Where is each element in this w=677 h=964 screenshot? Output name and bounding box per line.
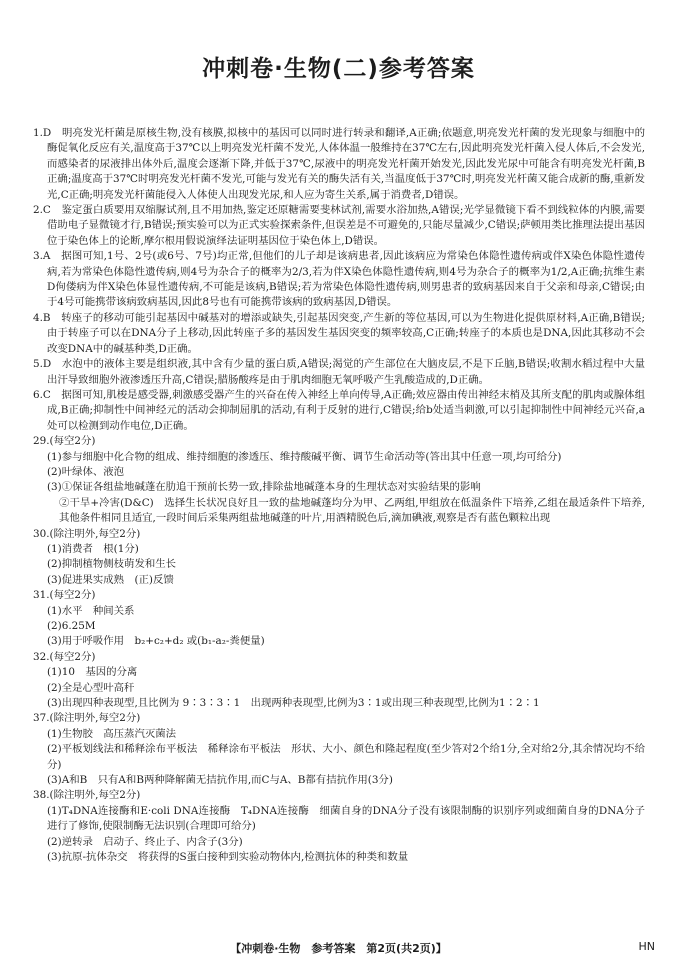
answer-text: 据图可知,1号、2号(或6号、7号)均正常,但他们的儿子却是该病患者,因此该病应为常染色体隐性遗传病或伴X染色体隐性遗传病,若为常染色体隐性遗传病,则4号为杂合子的概率为2/3,若为伴X染色体隐性遗传病,则4号为杂合子的概率为1/2,A正确;抗维生素D佝偻病为伴X染色体显性遗传病,不可能是该病,B错误;若为常染色体隐性遗传病,则男患者的致病基因来自于父亲和母亲,C错误;由于4号可能携带该病致病基因,因此8号也有可能携带该病的致病基因,D错误。 [47,250,646,309]
answer-text: 水泡中的液体主要是组织液,其中含有少量的蛋白质,A错误;渴觉的产生部位在大脑皮层,不是下丘脑,B错误;收割水稻过程中大量出汗导致细胞外液渗透压升高,C错误;腊肠酸疼是由于肌肉细胞无氧呼吸产生乳酸造成的,D正确。 [47,358,645,386]
answer-label: 2.C [33,204,51,217]
q29-line: (2)叶绿体、液泡 [47,465,125,478]
q31-header: 31.(每空2分) [33,589,96,602]
q38-line: (1)T₄DNA连接酶和E·coli DNA连接酶 T₄DNA连接酶 细菌自身的DNA分子没有该限制酶的识别序列或细菌自身的DNA分子进行了修饰,使限制酶无法识别(合理即可给分) [47,804,645,833]
q31-line: (1)水平 种间关系 [47,604,135,617]
q37-line: (2)平板划线法和稀释涂布平板法 稀释涂布平板法 形状、大小、颜色和隆起程度(至少答对2个给1分,全对给2分,其余情况均不给分) [47,743,645,771]
q38-line: (2)逆转录 启动子、终止子、内含子(3分) [47,835,243,848]
answer-label: 6.C [33,388,51,401]
q29-line: (3)①保证各组盐地碱蓬在肋追干预前长势一致,排除盐地碱蓬本身的生理状态对实验结果的影响 [47,481,481,494]
q30-header: 30.(除注明外,每空2分) [33,527,141,540]
q29-line: ②干旱+冷害(D&C) 选择生长状况良好且一致的盐地碱蓬均分为甲、乙两组,甲组放在低温条件下培养,乙组在最适条件下培养,其他条件相同且适宜,一段时间后采集两组盐地碱蓬的叶片,用酒精脱色后,滴加碘液,观察是否有蓝色颗粒出现 [59,496,645,525]
page-title: 冲刺卷·生物(二)参考答案 [202,56,475,82]
answer-2 [33,203,645,249]
answer-label: 3.A [33,250,51,263]
q38-line: (3)抗原-抗体杂交 将获得的S蛋白接种到实验动物体内,检测抗体的种类和数量 [47,851,409,864]
q31-line: (2)6.25M [47,620,96,632]
answer-label: 4.B [33,311,51,324]
answer-3 [33,249,645,311]
answer-1 [33,126,645,203]
answer-label: 1.D [33,127,52,139]
footer-page-info: 【冲刺卷·生物 参考答案 第2页(共2页)】 [230,942,447,955]
q31-line: (3)用于呼吸作用 b₂+c₂+d₂ 或(b₁-a₂-粪便量) [47,635,265,648]
answer-text: 鉴定蛋白质要用双缩脲试剂,且不用加热,鉴定还原糖需要斐林试剂,需要水浴加热,A错误;光学显微镜下看不到线粒体的内膜,需要借助电子显微镜才行,B错误;预实验可以为正式实验探索条件,但误差是不可避免的,只能尽量减少,C错误;萨顿用类比推理法提出基因位于染色体上的论断,摩尔根用假说演绎法证明基因位于染色体上,D错误。 [47,204,646,247]
answer-content [33,126,645,866]
q38-header: 38.(除注明外,每空2分) [33,789,141,802]
answer-label: 5.D [33,358,52,371]
q30-line: (1)消费者 根(1分) [47,542,139,555]
q32-line: (1)10 基因的分离 [47,666,138,679]
q30-line: (2)抑制植物侧枝萌发和生长 [47,558,177,571]
q32-line: (2)全是心型叶高秆 [47,681,135,694]
answer-5 [33,357,645,388]
q30-line: (3)促进果实成熟 (正)反馈 [47,573,174,586]
q29-line: (1)参与细胞中化合物的组成、维持细胞的渗透压、维持酸碱平衡、调节生命活动等(答出其中任意一项,均可给分) [47,450,562,463]
answer-text: 据图可知,肌梭是感受器,刺激感受器产生的兴奋在传入神经上单向传导,A正确;效应器由传出神经末梢及其所支配的肌肉或腺体组成,B正确;抑制性中间神经元的活动会抑制屈肌的活动,有利于反射的进行,C错误;给b处适当刺激,可以引起抑制性中间神经元兴奋,a处可以检测到动作电位,D正确。 [47,388,645,432]
q32-line: (3)出现四种表现型,且比例为 9∶3∶3∶1 出现两种表现型,比例为3∶1或出现三种表现型,比例为1∶2∶1 [47,697,540,710]
answer-text: 转座子的移动可能引起基因中碱基对的增添或缺失,引起基因突变,产生新的等位基因,可以为生物进化提供原材料,A正确,B错误;由于转座子可以在DNA分子上移动,因此转座子多的基因发生基因突变的频率较高,C正确;转座子的本质也是DNA,因此其移动不会改变DNA中的碱基种类,D正确。 [47,311,645,355]
footer-region-code: HN [638,940,655,953]
q37-header: 37.(除注明外,每空2分) [33,712,141,725]
answer-4 [33,311,645,357]
answer-6 [33,388,645,434]
answer-text: 明亮发光杆菌是原核生物,没有核膜,拟核中的基因可以同时进行转录和翻译,A正确;依题意,明亮发光杆菌的发光现象与细胞中的酶促氧化反应有关,温度高于37℃以上明亮发光杆菌不发光,人体体温一般维持在37℃左右,因此明亮发光杆菌入侵人体后,不会发光,而感染者的尿液排出体外后,温度会逐渐下降,并低于37℃,尿液中的明亮发光杆菌开始发光,因此发光尿中可能含有明亮发光杆菌,B正确;温度高于37℃时明亮发光杆菌不发光,可能与发光有关的酶失活有关,当温度低于37℃时,明亮发光杆菌又能合成新的酶,重新发光,C正确;明亮发光杆菌能侵入人体使人出现发光尿,和人应为寄生关系,属于消费者,D错误。 [47,127,646,201]
q37-line: (1)生物胶 高压蒸汽灭菌法 [47,727,177,740]
q32-header: 32.(每空2分) [33,650,96,663]
q37-line: (3)A和B 只有A和B两种降解菌无拮抗作用,而C与A、B都有拮抗作用(3分) [47,774,393,787]
q29-header: 29.(每空2分) [33,435,96,448]
